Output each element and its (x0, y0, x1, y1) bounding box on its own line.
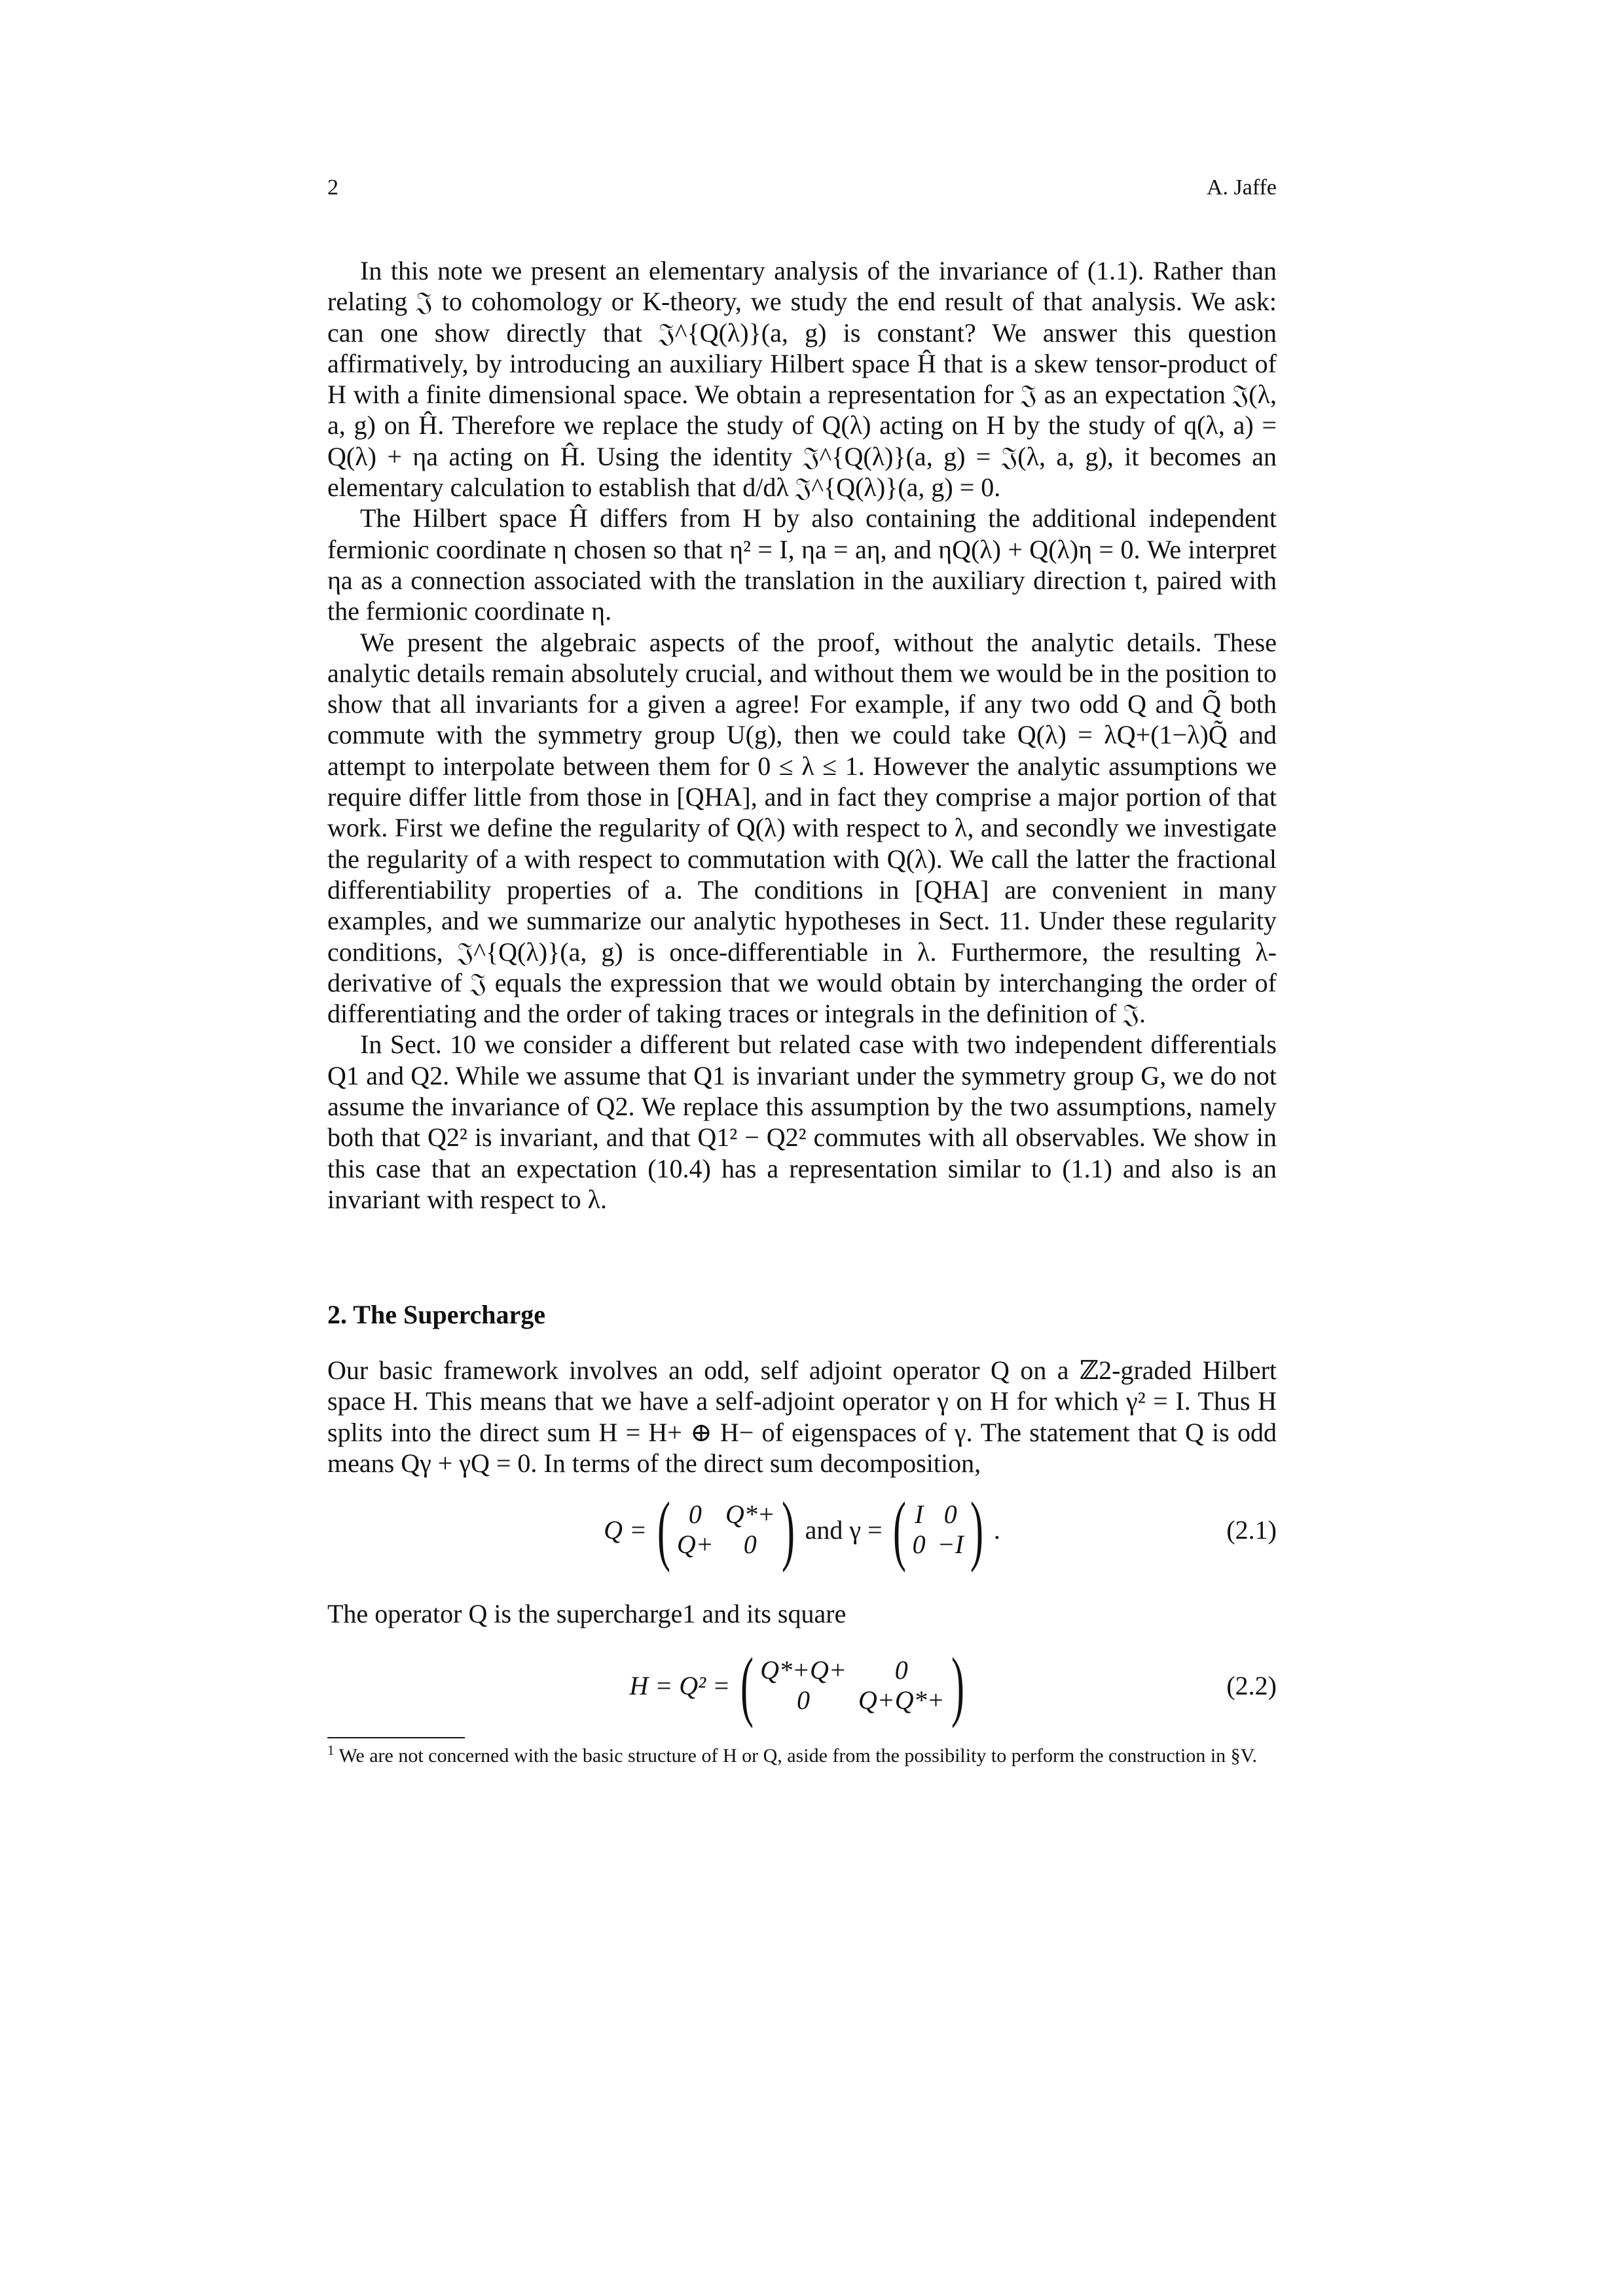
footnote (327, 1744, 1277, 1768)
matrix-q-cell: Q*+ (725, 1499, 775, 1529)
paragraph-2: The Hilbert space Ĥ differs from H by also containing the additional independent fermionic coordinate η chosen so that η² = I, ηa = aη, and ηQ(λ) + Q(λ)η = 0. We interpret ηa as a connection associated with the translation in the auxiliary direction t, paired with the fermionic coordinate η. (327, 503, 1277, 626)
matrix-h: ( Q*+Q+ 0 0 Q+Q*+ ) (740, 1641, 964, 1729)
footnote-marker: 1 (327, 1742, 335, 1758)
equation-2-1-lhs: Q = (604, 1515, 647, 1545)
page-number: 2 (327, 175, 338, 200)
matrix-gamma-cell: −I (937, 1530, 964, 1559)
equation-2-1-connector: and γ = (805, 1515, 883, 1545)
supercharge-sentence: The operator Q is the supercharge1 and its square (327, 1599, 847, 1628)
paragraph-3: We present the algebraic aspects of the proof, without the analytic details. These analytic details remain absolutely crucial, and without them we would be in the position to show that all invariants for a given a agree! For example, if any two odd Q and Q̃ both commute with the symmetry group U(g), then we could take Q(λ) = λQ+(1−λ)Q̃ and attempt to interpolate between them for 0 ≤ λ ≤ 1. However the analytic assumptions we require differ little from those in [QHA], and in fact they comprise a major portion of that work. First we define the regularity of Q(λ) with respect to λ, and secondly we investigate the regularity of a with respect to commutation with Q(λ). We call the latter the fractional differentiability properties of a. The conditions in [QHA] are convenient in many examples, and we summarize our analytic hypotheses in Sect. 11. Under these regularity conditions, 𝔍^{Q(λ)}(a, g) is once-differentiable in λ. Furthermore, the resulting λ-derivative of 𝔍 equals the expression that we would obtain by interchanging the order of differentiating and the order of taking traces or integrals in the definition of 𝔍. (327, 627, 1277, 1029)
matrix-h-cell: 0 (894, 1655, 908, 1685)
matrix-gamma: ( I 0 0 −I ) (892, 1486, 983, 1573)
equation-2-2 (327, 1643, 1277, 1728)
footnote-rule (327, 1737, 465, 1738)
paragraph-1: In this note we present an elementary analysis of the invariance of (1.1). Rather than relating 𝔍 to cohomology or K-theory, we study the end result of that analysis. We ask: can one show directly that 𝔍^{Q(λ)}(a, g) is constant? We answer this question affirmatively, by introducing an auxiliary Hilbert space Ĥ that is a skew tensor-product of H with a finite dimensional space. We obtain a representation for 𝔍 as an expectation 𝔍(λ, a, g) on Ĥ. Therefore we replace the study of Q(λ) acting on H by the study of q(λ, a) = Q(λ) + ηa acting on Ĥ. Using the identity 𝔍^{Q(λ)}(a, g) = 𝔍(λ, a, g), it becomes an elementary calculation to establish that d/dλ 𝔍^{Q(λ)}(a, g) = 0. (327, 256, 1277, 503)
section-paragraph: Our basic framework involves an odd, self adjoint operator Q on a ℤ2-graded Hilbert space H. This means that we have a self-adjoint operator γ on H for which γ² = I. Thus H splits into the direct sum H = H+ ⊕ H− of eigenspaces of γ. The statement that Q is odd means Qγ + γQ = 0. In terms of the direct sum decomposition, (327, 1355, 1277, 1478)
introduction-body (327, 255, 1277, 1215)
paragraph-4: In Sect. 10 we consider a different but related case with two independent differentials Q1 and Q2. While we assume that Q1 is invariant under the symmetry group G, we do not assume the invariance of Q2. We replace this assumption by the two assumptions, namely both that Q2² is invariant, and that Q1² − Q2² commutes with all observables. We show in this case that an expectation (10.4) has a representation similar to (1.1) and also is an invariant with respect to λ. (327, 1030, 1277, 1214)
matrix-q: ( 0 Q*+ Q+ 0 ) (657, 1486, 795, 1573)
matrix-gamma-cell: I (914, 1499, 924, 1529)
matrix-gamma-cell: 0 (912, 1530, 926, 1559)
equation-2-2-lhs: H = Q² = (629, 1670, 731, 1700)
matrix-q-cell: 0 (743, 1530, 757, 1559)
matrix-h-cell: 0 (796, 1685, 810, 1715)
equation-2-1: Q = ( 0 Q*+ Q+ 0 ) and γ = ( I 0 0 −I ) . (2.1) (604, 1486, 1277, 1573)
footnote-text: We are not concerned with the basic structure of H or Q, aside from the possibility to perform the construction in §V. (338, 1745, 1257, 1767)
section-body (327, 1355, 1277, 1479)
equation-number-2-1: (2.1) (1226, 1515, 1277, 1545)
page-header (327, 175, 1277, 208)
section-title: 2. The Supercharge (327, 1300, 545, 1329)
matrix-h-cell: Q*+Q+ (760, 1655, 847, 1685)
matrix-q-cell: Q+ (676, 1530, 714, 1559)
matrix-gamma-cell: 0 (943, 1499, 957, 1529)
matrix-h-cell: Q+Q*+ (858, 1685, 945, 1715)
running-head: A. Jaffe (1207, 175, 1277, 200)
equation-number-2-2: (2.2) (1226, 1671, 1277, 1700)
matrix-q-cell: 0 (688, 1499, 702, 1529)
